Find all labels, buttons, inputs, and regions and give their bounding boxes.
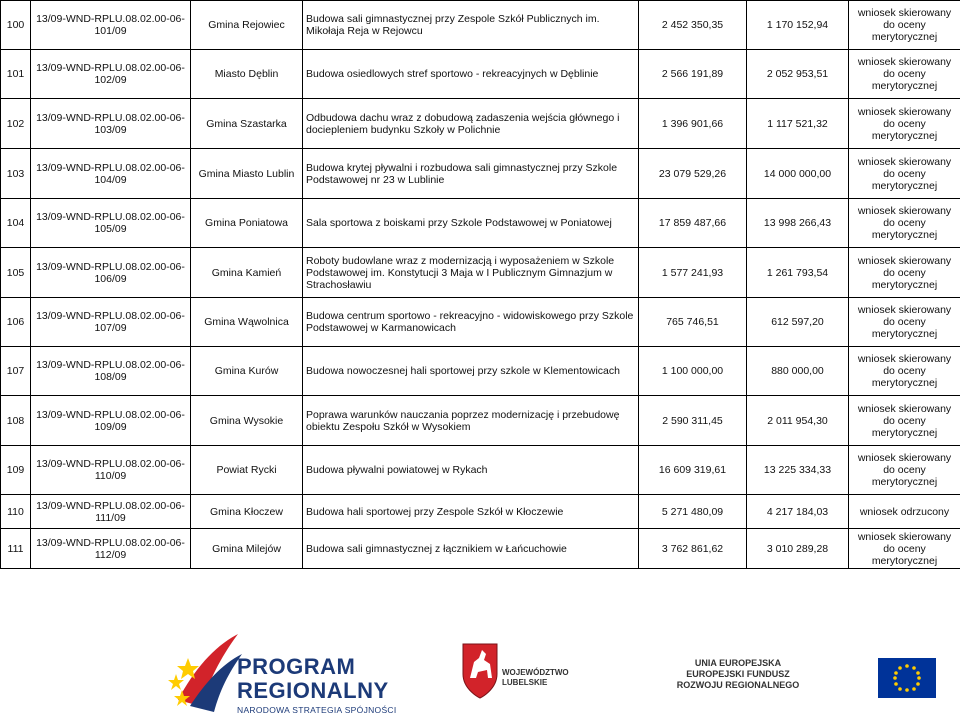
application-status: wniosek skierowany do oceny merytorycznej	[849, 396, 960, 446]
application-number: 13/09-WND-RPLU.08.02.00-06-109/09	[31, 396, 191, 446]
project-title: Sala sportowa z boiskami przy Szkole Podstawowej w Poniatowej	[303, 199, 639, 248]
application-number: 13/09-WND-RPLU.08.02.00-06-101/09	[31, 1, 191, 50]
application-number: 13/09-WND-RPLU.08.02.00-06-102/09	[31, 50, 191, 99]
requested-amount: 2 011 954,30	[747, 396, 849, 446]
program-line-1: PROGRAM	[237, 654, 356, 679]
application-status: wniosek skierowany do oceny merytorycznej	[849, 50, 960, 99]
table-row	[1, 1, 960, 50]
row-number: 101	[1, 50, 31, 99]
row-number: 103	[1, 149, 31, 199]
application-status: wniosek skierowany do oceny merytorycznej	[849, 248, 960, 298]
table-row	[1, 50, 960, 99]
application-number: 13/09-WND-RPLU.08.02.00-06-110/09	[31, 446, 191, 495]
row-number: 100	[1, 1, 31, 50]
application-number: 13/09-WND-RPLU.08.02.00-06-106/09	[31, 248, 191, 298]
beneficiary-name: Gmina Miasto Lublin	[191, 149, 303, 199]
row-number: 108	[1, 396, 31, 446]
total-value: 1 396 901,66	[639, 99, 747, 149]
row-number: 107	[1, 347, 31, 396]
table-row	[1, 446, 960, 495]
table-row	[1, 298, 960, 347]
project-title: Budowa sali gimnastycznej przy Zespole Szkół Publicznych im. Mikołaja Reja w Rejowcu	[303, 1, 639, 50]
beneficiary-name: Gmina Szastarka	[191, 99, 303, 149]
total-value: 23 079 529,26	[639, 149, 747, 199]
row-number: 111	[1, 529, 31, 569]
row-number: 105	[1, 248, 31, 298]
eu-text	[618, 658, 858, 691]
project-title: Budowa nowoczesnej hali sportowej przy szkole w Klementowicach	[303, 347, 639, 396]
project-title: Budowa sali gimnastycznej z łącznikiem w Łańcuchowie	[303, 529, 639, 569]
project-title: Budowa krytej pływalni i rozbudowa sali gimnastycznej przy Szkole Podstawowej nr 23 w Lublinie	[303, 149, 639, 199]
total-value: 5 271 480,09	[639, 495, 747, 529]
beneficiary-name: Gmina Kamień	[191, 248, 303, 298]
voivodeship-line-1: WOJEWÓDZTWO	[502, 668, 569, 677]
application-status: wniosek skierowany do oceny merytorycznej	[849, 99, 960, 149]
application-number: 13/09-WND-RPLU.08.02.00-06-111/09	[31, 495, 191, 529]
requested-amount: 2 052 953,51	[747, 50, 849, 99]
table-row	[1, 529, 960, 569]
application-number: 13/09-WND-RPLU.08.02.00-06-107/09	[31, 298, 191, 347]
voivodeship-line-2: LUBELSKIE	[502, 678, 548, 687]
application-number: 13/09-WND-RPLU.08.02.00-06-108/09	[31, 347, 191, 396]
beneficiary-name: Gmina Wysokie	[191, 396, 303, 446]
eu-line-2: EUROPEJSKI FUNDUSZ	[686, 669, 790, 679]
requested-amount: 1 170 152,94	[747, 1, 849, 50]
application-status: wniosek skierowany do oceny merytorycznej	[849, 149, 960, 199]
beneficiary-name: Gmina Kłoczew	[191, 495, 303, 529]
program-line-3: NARODOWA STRATEGIA SPÓJNOŚCI	[237, 705, 397, 715]
requested-amount: 4 217 184,03	[747, 495, 849, 529]
application-status: wniosek skierowany do oceny merytorycznej	[849, 1, 960, 50]
requested-amount: 3 010 289,28	[747, 529, 849, 569]
requested-amount: 13 225 334,33	[747, 446, 849, 495]
application-status: wniosek skierowany do oceny merytorycznej	[849, 529, 960, 569]
application-number: 13/09-WND-RPLU.08.02.00-06-103/09	[31, 99, 191, 149]
table-row	[1, 495, 960, 529]
requested-amount: 612 597,20	[747, 298, 849, 347]
table-row	[1, 347, 960, 396]
total-value: 2 452 350,35	[639, 1, 747, 50]
requested-amount: 880 000,00	[747, 347, 849, 396]
project-title: Budowa osiedlowych stref sportowo - rekreacyjnych w Dęblinie	[303, 50, 639, 99]
requested-amount: 1 117 521,32	[747, 99, 849, 149]
beneficiary-name: Gmina Kurów	[191, 347, 303, 396]
total-value: 17 859 487,66	[639, 199, 747, 248]
table-row	[1, 199, 960, 248]
program-regionalny-text	[237, 655, 397, 715]
voivodeship-text	[502, 668, 569, 688]
beneficiary-name: Gmina Poniatowa	[191, 199, 303, 248]
table-row	[1, 149, 960, 199]
application-status: wniosek skierowany do oceny merytorycznej	[849, 446, 960, 495]
row-number: 106	[1, 298, 31, 347]
program-line-2: REGIONALNY	[237, 678, 389, 703]
table-row	[1, 99, 960, 149]
project-title: Odbudowa dachu wraz z dobudową zadaszenia wejścia głównego i dociepleniem budynku Szkoły w Polichnie	[303, 99, 639, 149]
requested-amount: 14 000 000,00	[747, 149, 849, 199]
application-status: wniosek skierowany do oceny merytorycznej	[849, 347, 960, 396]
row-number: 102	[1, 99, 31, 149]
beneficiary-name: Gmina Milejów	[191, 529, 303, 569]
beneficiary-name: Miasto Dęblin	[191, 50, 303, 99]
project-title: Budowa centrum sportowo - rekreacyjno - widowiskowego przy Szkole Podstawowej w Karmanowicach	[303, 298, 639, 347]
project-title: Budowa pływalni powiatowej w Rykach	[303, 446, 639, 495]
beneficiary-name: Gmina Rejowiec	[191, 1, 303, 50]
project-title: Budowa hali sportowej przy Zespole Szkół w Kłoczewie	[303, 495, 639, 529]
application-status: wniosek odrzucony	[849, 495, 960, 529]
beneficiary-name: Gmina Wąwolnica	[191, 298, 303, 347]
total-value: 3 762 861,62	[639, 529, 747, 569]
project-title: Roboty budowlane wraz z modernizacją i wyposażeniem w Szkole Podstawowej im. Konstytucji 3 Maja w I Publicznym Gimnazjum w Strachosławiu	[303, 248, 639, 298]
row-number: 109	[1, 446, 31, 495]
total-value: 1 100 000,00	[639, 347, 747, 396]
application-status: wniosek skierowany do oceny merytorycznej	[849, 199, 960, 248]
table-row	[1, 396, 960, 446]
application-number: 13/09-WND-RPLU.08.02.00-06-104/09	[31, 149, 191, 199]
eu-line-3: ROZWOJU REGIONALNEGO	[676, 680, 800, 690]
total-value: 2 566 191,89	[639, 50, 747, 99]
row-number: 110	[1, 495, 31, 529]
beneficiary-name: Powiat Rycki	[191, 446, 303, 495]
requested-amount: 1 261 793,54	[747, 248, 849, 298]
project-title: Poprawa warunków nauczania poprzez modernizację i przebudowę obiektu Zespołu Szkół w Wysokiem	[303, 396, 639, 446]
total-value: 16 609 319,61	[639, 446, 747, 495]
footer-logos	[0, 628, 960, 722]
application-status: wniosek skierowany do oceny merytorycznej	[849, 298, 960, 347]
application-number: 13/09-WND-RPLU.08.02.00-06-112/09	[31, 529, 191, 569]
total-value: 1 577 241,93	[639, 248, 747, 298]
application-number: 13/09-WND-RPLU.08.02.00-06-105/09	[31, 199, 191, 248]
total-value: 765 746,51	[639, 298, 747, 347]
requested-amount: 13 998 266,43	[747, 199, 849, 248]
total-value: 2 590 311,45	[639, 396, 747, 446]
table-row	[1, 248, 960, 298]
row-number: 104	[1, 199, 31, 248]
eu-line-1: UNIA EUROPEJSKA	[694, 658, 782, 668]
